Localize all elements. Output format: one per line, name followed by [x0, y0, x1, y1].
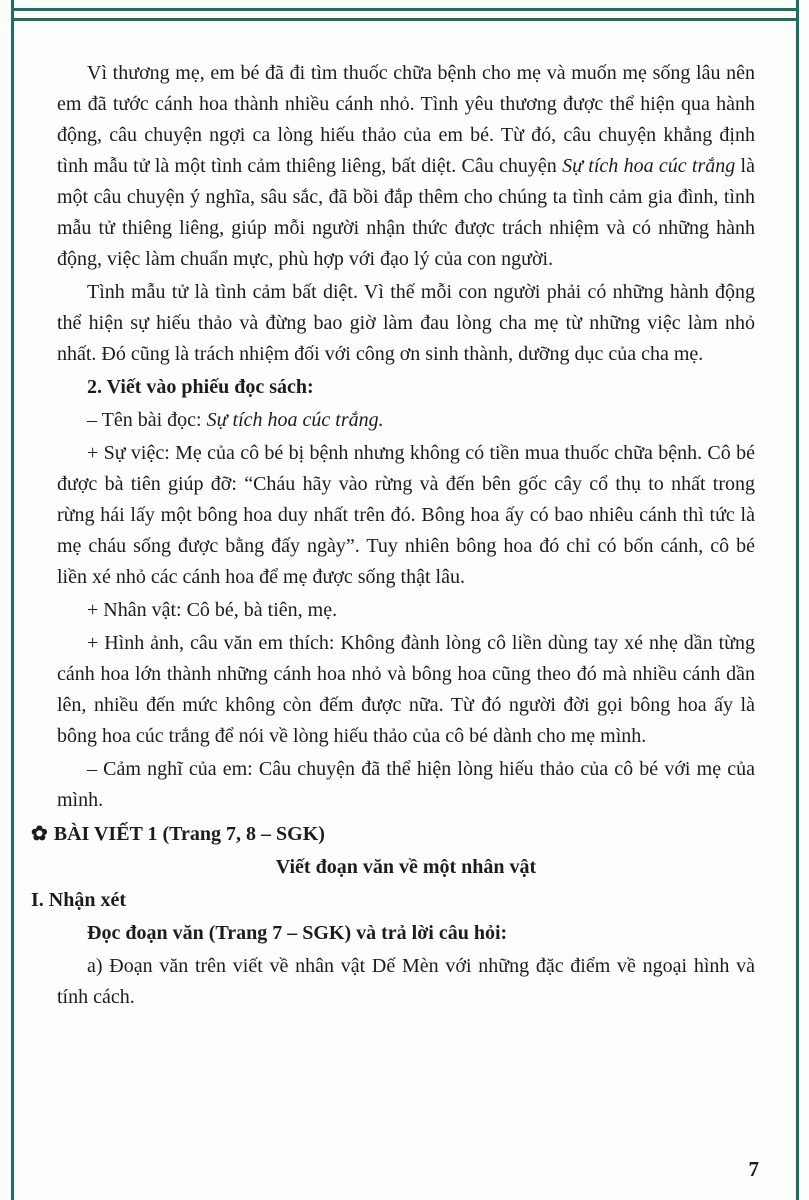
heading-reading-sheet: 2. Viết vào phiếu đọc sách:: [87, 376, 314, 398]
paragraph-conclusion: Tình mẫu tử là tình cảm bất diệt. Vì thế mỗi con người phải có những hành động thể hiện sự hiếu thảo và đừng bao giờ làm đau lòng cha mẹ từ những việc làm nhỏ nhất. Đó cũng là trách nhiệm đối với công ơn sinh thành, dưỡng dục của cha mẹ.: [57, 281, 755, 365]
paragraph-analysis-text: Vì thương mẹ, em bé đã đi tìm thuốc chữa bệnh cho mẹ và muốn mẹ sống lâu nên em đã tước cánh hoa thành nhiều cánh nhỏ. Tình yêu thương được thể hiện qua hành động, câu chuyện ngợi ca lòng hiếu thảo của em bé. Từ đó, câu chuyện khẳng định tình mẫu tử là một tình cảm thiêng liêng, bất diệt. Câu chuyện: [57, 62, 755, 177]
heading-nhan-xet: I. Nhận xét: [31, 889, 127, 911]
paragraph-analysis: [57, 58, 755, 275]
paragraph-analysis-text-cont: là một câu chuyện ý nghĩa, sâu sắc, đã bồi đắp thêm cho chúng ta tình cảm gia đình, tình mẫu tử thiêng liêng, giúp mỗi người nhận thức được trách nhiệm và có những hành động, việc làm chuẩn mực, phù hợp với đạo lý của con người.: [57, 155, 755, 270]
page-border-top-inner: [11, 18, 799, 21]
task-instruction: Đọc đoạn văn (Trang 7 – SGK) và trả lời câu hỏi:: [87, 922, 508, 944]
list-item-title: [57, 405, 755, 436]
section-heading-label: BÀI VIẾT 1 (Trang 7, 8 – SGK): [53, 823, 325, 845]
page-content: [31, 58, 755, 1013]
page-number: 7: [748, 1157, 759, 1181]
list-item-title-label: – Tên bài đọc:: [87, 409, 207, 431]
list-item-title-story: Sự tích hoa cúc trắng.: [206, 409, 384, 431]
list-item-favorite-image: + Hình ảnh, câu văn em thích: Không đành lòng cô liền dùng tay xé nhẹ dần từng cánh hoa lớn thành những cánh hoa nhỏ và bông hoa cũng theo đó mà nhiều cánh dần lên, nhiều đến mức không còn đếm được nữa. Từ đó người đời gọi bông hoa ấy là bông hoa cúc trắng để nói về lòng hiếu thảo của cô bé dành cho mẹ mình.: [57, 632, 755, 747]
lesson-title: Viết đoạn văn về một nhân vật: [275, 856, 537, 878]
page-border-right: [796, 0, 799, 1200]
list-item-event: + Sự việc: Mẹ của cô bé bị bệnh nhưng không có tiền mua thuốc chữa bệnh. Cô bé được bà tiên giúp đỡ: “Cháu hãy vào rừng và đến bên gốc cây cổ thụ to nhất trong rừng hái lấy một bông hoa duy nhất trên đó. Bông hoa ấy có bao nhiêu cánh thì tức là mẹ cháu sống được bằng đấy ngày”. Tuy nhiên bông hoa đó chỉ có bốn cánh, cô bé liền xé nhỏ các cánh hoa để mẹ được sống thật lâu.: [57, 442, 755, 588]
section-heading-bai-viet-1: [31, 819, 755, 850]
answer-a: a) Đoạn văn trên viết về nhân vật Dế Mèn với những đặc điểm về ngoại hình và tính cách.: [57, 955, 755, 1008]
page-border-left: [11, 0, 14, 1200]
list-item-feelings: – Cảm nghĩ của em: Câu chuyện đã thể hiện lòng hiếu thảo của cô bé với mẹ của mình.: [57, 758, 755, 811]
page-border-top-outer: [11, 8, 799, 11]
list-item-characters: + Nhân vật: Cô bé, bà tiên, mẹ.: [87, 599, 338, 621]
flower-icon: ✿: [31, 823, 48, 845]
story-title-italic: Sự tích hoa cúc trắng: [562, 155, 736, 177]
